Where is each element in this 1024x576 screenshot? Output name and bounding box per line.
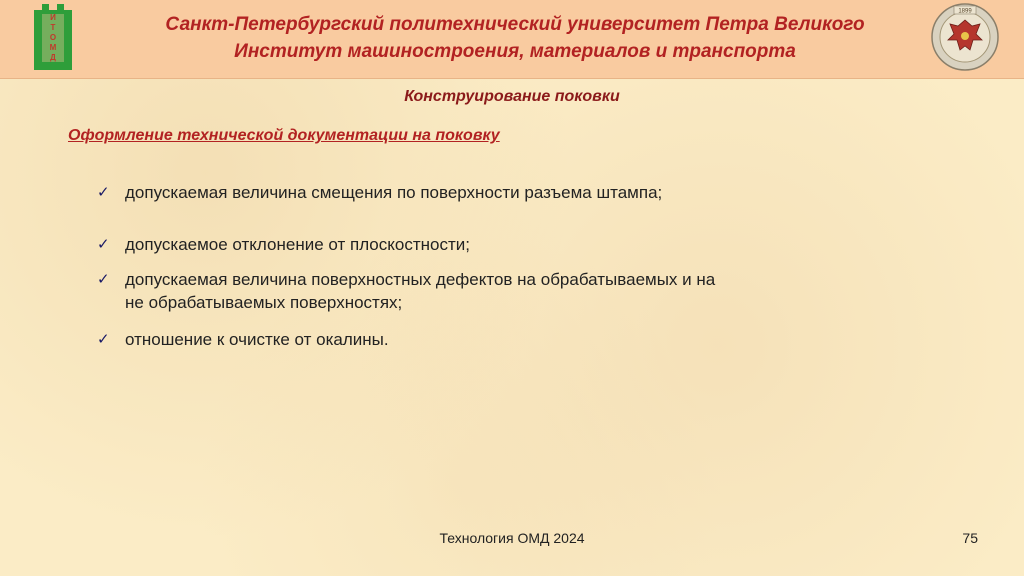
university-emblem-icon — [930, 2, 1000, 72]
institute-name: Институт машиностроения, материалов и транспорта — [234, 41, 796, 62]
footer-text: Технология ОМД 2024 — [439, 530, 585, 546]
emblem-year: 1899 — [958, 8, 972, 15]
list-item — [97, 268, 737, 314]
list-item — [97, 328, 737, 351]
list-item-text: отношение к очистке от окалины. — [125, 330, 389, 349]
svg-text:О: О — [49, 33, 57, 42]
svg-text:М: М — [49, 43, 57, 52]
checkmark-icon: ✓ — [97, 236, 110, 253]
slide-topic: Конструирование поковки — [404, 88, 620, 105]
checkmark-icon: ✓ — [97, 184, 110, 201]
slide-subtitle: Оформление технической документации на поковку — [68, 127, 500, 144]
svg-text:Т: Т — [50, 23, 56, 32]
university-name: Санкт-Петербургский политехнический университет Петра Великого — [165, 14, 865, 35]
list-item — [97, 233, 737, 256]
checkmark-icon: ✓ — [97, 271, 110, 288]
svg-text:Д: Д — [50, 53, 56, 62]
slide-header — [0, 0, 1024, 79]
list-item-text: допускаемое отклонение от плоскостности; — [125, 235, 470, 254]
list-item-text: допускаемая величина смещения по поверхности разъема штампа; — [125, 183, 663, 202]
page-number: 75 — [962, 530, 978, 546]
list-item — [97, 181, 737, 204]
checkmark-icon: ✓ — [97, 331, 110, 348]
list-item-text: допускаемая величина поверхностных дефектов на обрабатываемых и на не обрабатываемых поверхностях; — [125, 270, 716, 312]
institute-logo-icon — [30, 2, 76, 72]
svg-text:И: И — [50, 13, 56, 22]
